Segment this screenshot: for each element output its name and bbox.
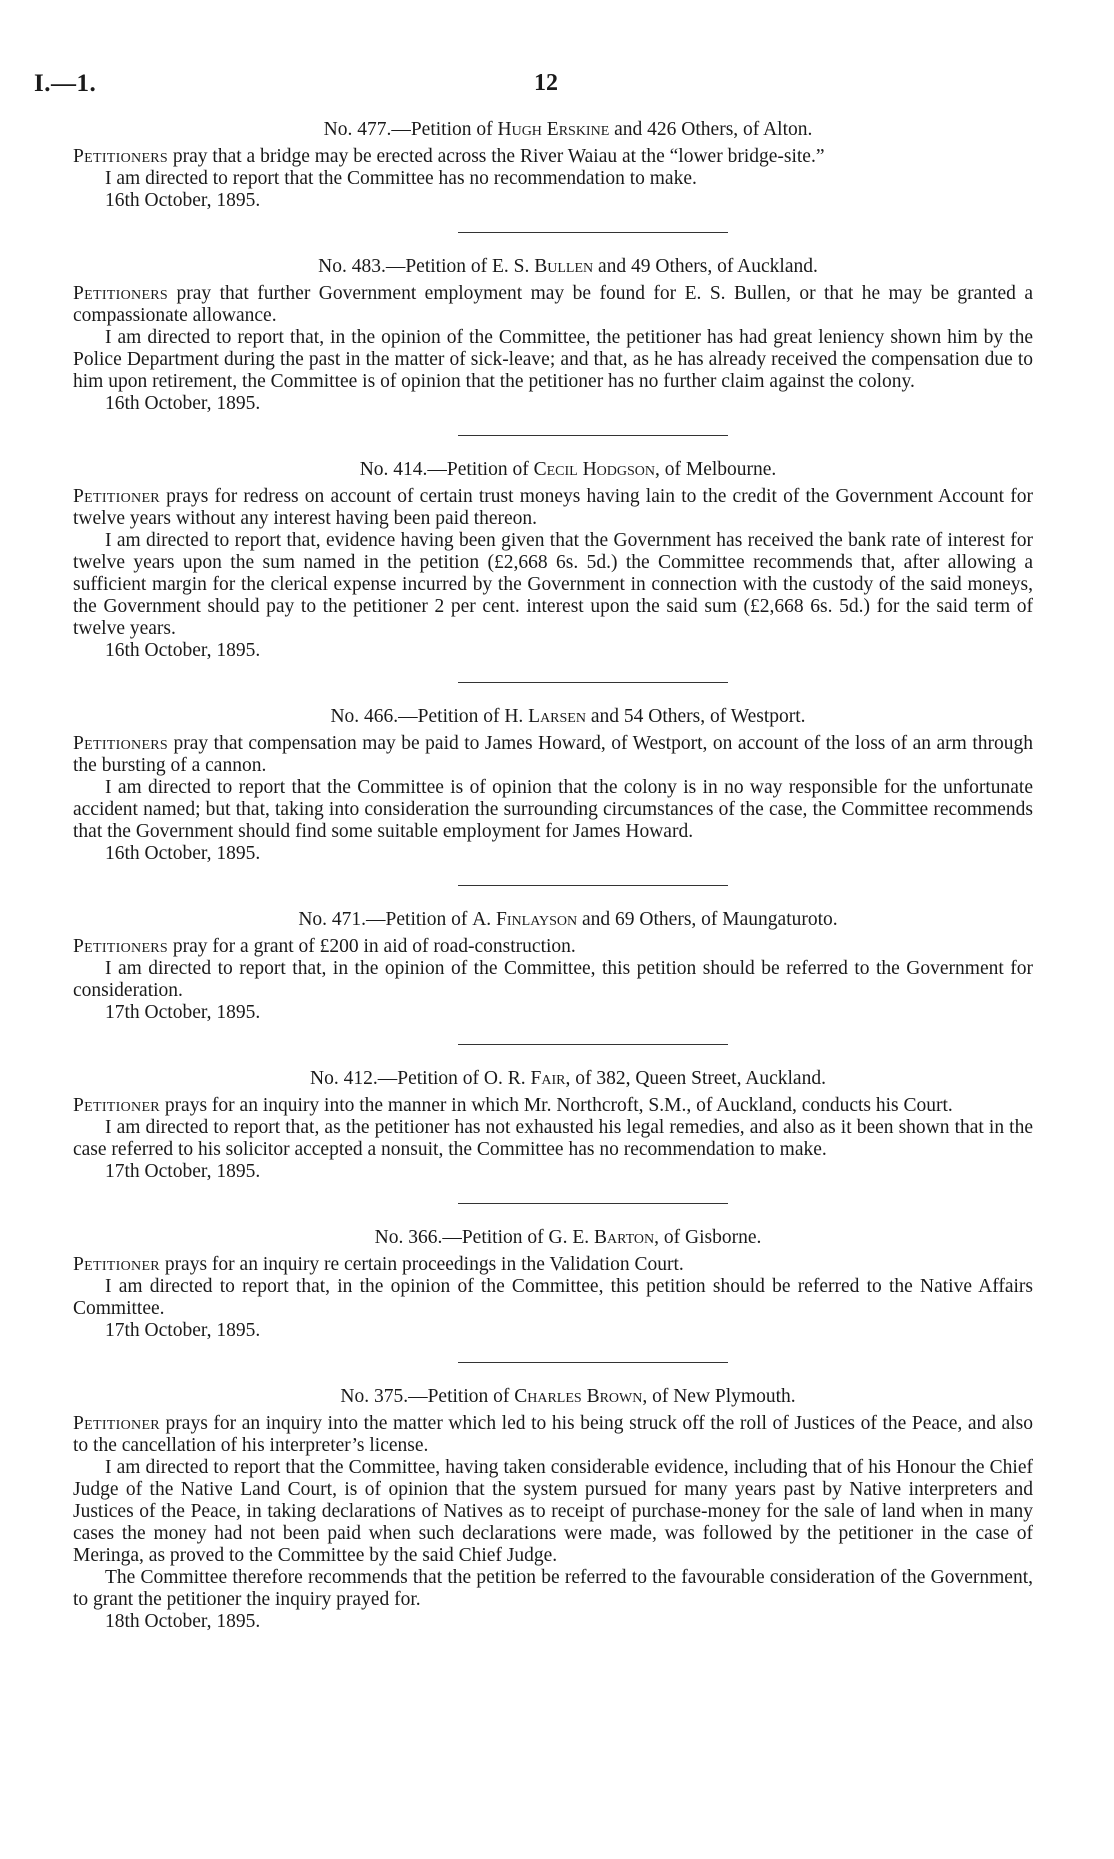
committee-report: I am directed to report that the Committee, having taken considerable evidence, including that of his Honour the Chief Judge of the Native Land Court, is of opinion that the system pursued for many years past by Native interpreters and Justices of the Peace, in taking declarations of Natives as to receipt of purchase-money for the sale of land when in many cases the money had not been paid when such declarations were made, was followed by the petitioner in the case of Meringa, as proved to the Committee by the said Chief Judge. xyxy=(73,1457,1033,1566)
petitioner-name: Cecil Hodgson xyxy=(533,459,655,480)
report-date: 17th October, 1895. xyxy=(105,1320,261,1341)
page-number: 12 xyxy=(534,70,558,96)
petitioner-name: E. S. Bullen xyxy=(491,256,594,277)
report-date: 17th October, 1895. xyxy=(105,1002,261,1023)
report-date: 17th October, 1895. xyxy=(105,1161,261,1182)
committee-report: I am directed to report that the Committee is of opinion that the colony is in no way responsible for the unfortunate accident named; but that, taking into consideration the surrounding circumstances of the case, the Committee recommends that the Government should find some suitable employment for James Howard. xyxy=(73,777,1033,842)
petition-prayer: Petitioner prays for an inquiry into the manner in which Mr. Northcroft, S.M., of Auckland, conducts his Court. xyxy=(73,1095,953,1116)
page-header xyxy=(34,70,1034,102)
petition-477 xyxy=(73,118,1033,212)
report-date: 16th October, 1895. xyxy=(105,393,261,414)
section-divider xyxy=(458,435,728,436)
petition-title: No. 375.—Petition of Charles Brown, of New Plymouth. xyxy=(340,1386,796,1407)
petition-title: No. 477.—Petition of Hugh Erskine and 426 Others, of Alton. xyxy=(323,119,813,140)
petition-375 xyxy=(73,1385,1033,1633)
section-divider xyxy=(458,682,728,683)
petition-title: No. 466.—Petition of H. Larsen and 54 Others, of Westport. xyxy=(330,706,806,727)
report-date: 16th October, 1895. xyxy=(105,843,261,864)
report-date: 16th October, 1895. xyxy=(105,640,261,661)
section-divider xyxy=(458,232,728,233)
petition-prayer: Petitioner prays for an inquiry re certain proceedings in the Validation Court. xyxy=(73,1254,684,1275)
petition-414 xyxy=(73,458,1033,662)
committee-report: I am directed to report that, evidence having been given that the Government has received the bank rate of interest for twelve years upon the sum named in the petition (£2,668 6s. 5d.) the Committee recommends that, after allowing a sufficient margin for the clerical expense incurred by the Government in connection with the custody of the said moneys, the Government should pay to the petitioner 2 per cent. interest upon the said sum (£2,668 6s. 5d.) for the said term of twelve years. xyxy=(73,530,1033,639)
section-divider xyxy=(458,1362,728,1363)
document-reference: I.—1. xyxy=(34,70,97,97)
petition-title: No. 412.—Petition of O. R. Fair, of 382, Queen Street, Auckland. xyxy=(310,1068,826,1089)
petition-prayer: Petitioners pray that compensation may be paid to James Howard, of Westport, on account of the loss of an arm through the bursting of a cannon. xyxy=(73,733,1033,776)
petition-471 xyxy=(73,908,1033,1024)
petitioner-name: Charles Brown xyxy=(514,1386,643,1407)
committee-recommendation: The Committee therefore recommends that the petition be referred to the favourable consideration of the Government, to grant the petitioner the inquiry prayed for. xyxy=(73,1567,1033,1610)
petition-prayer: Petitioner prays for redress on account of certain trust moneys having lain to the credit of the Government Account for twelve years without any interest having been paid thereon. xyxy=(73,486,1033,529)
petition-title: No. 483.—Petition of E. S. Bullen and 49 Others, of Auckland. xyxy=(318,256,818,277)
report-date: 18th October, 1895. xyxy=(105,1611,261,1632)
petition-prayer: Petitioner prays for an inquiry into the matter which led to his being struck off the roll of Justices of the Peace, and also to the cancellation of his interpreter’s license. xyxy=(73,1413,1033,1456)
petitions-list xyxy=(73,118,1033,1633)
petition-prayer: Petitioners pray for a grant of £200 in aid of road-construction. xyxy=(73,936,576,957)
section-divider xyxy=(458,1044,728,1045)
petitioner-name: H. Larsen xyxy=(504,706,586,727)
petitioner-name: Hugh Erskine xyxy=(497,119,610,140)
petition-412 xyxy=(73,1067,1033,1183)
report-date: 16th October, 1895. xyxy=(105,190,261,211)
petition-466 xyxy=(73,705,1033,865)
petition-483 xyxy=(73,255,1033,415)
section-divider xyxy=(458,1203,728,1204)
petition-title: No. 471.—Petition of A. Finlayson and 69 Others, of Maungaturoto. xyxy=(298,909,838,930)
section-divider xyxy=(458,885,728,886)
committee-report: I am directed to report that, in the opinion of the Committee, this petition should be referred to the Native Affairs Committee. xyxy=(73,1276,1033,1319)
committee-report: I am directed to report that, in the opinion of the Committee, this petition should be referred to the Government for consideration. xyxy=(73,958,1033,1001)
committee-report: I am directed to report that the Committee has no recommendation to make. xyxy=(105,168,697,189)
petition-prayer: Petitioners pray that a bridge may be erected across the River Waiau at the “lower bridge-site.” xyxy=(73,146,825,167)
petition-title: No. 366.—Petition of G. E. Barton, of Gisborne. xyxy=(374,1227,762,1248)
petitioner-name: O. R. Fair xyxy=(483,1068,566,1089)
petitioner-name: A. Finlayson xyxy=(472,909,578,930)
petition-title: No. 414.—Petition of Cecil Hodgson, of Melbourne. xyxy=(359,459,777,480)
petitioner-name: G. E. Barton xyxy=(548,1227,655,1248)
committee-report: I am directed to report that, in the opinion of the Committee, the petitioner has had great leniency shown him by the Police Department during the past in the matter of sick-leave; and that, as he has already received the compensation due to him upon retirement, the Committee is of opinion that the petitioner has no further claim against the colony. xyxy=(73,327,1033,392)
petition-prayer: Petitioners pray that further Government employment may be found for E. S. Bullen, or that he may be granted a compassionate allowance. xyxy=(73,283,1033,326)
petition-366 xyxy=(73,1226,1033,1342)
committee-report: I am directed to report that, as the petitioner has not exhausted his legal remedies, and also as it been shown that in the case referred to his solicitor accepted a nonsuit, the Committee has no recommendation to make. xyxy=(73,1117,1033,1160)
